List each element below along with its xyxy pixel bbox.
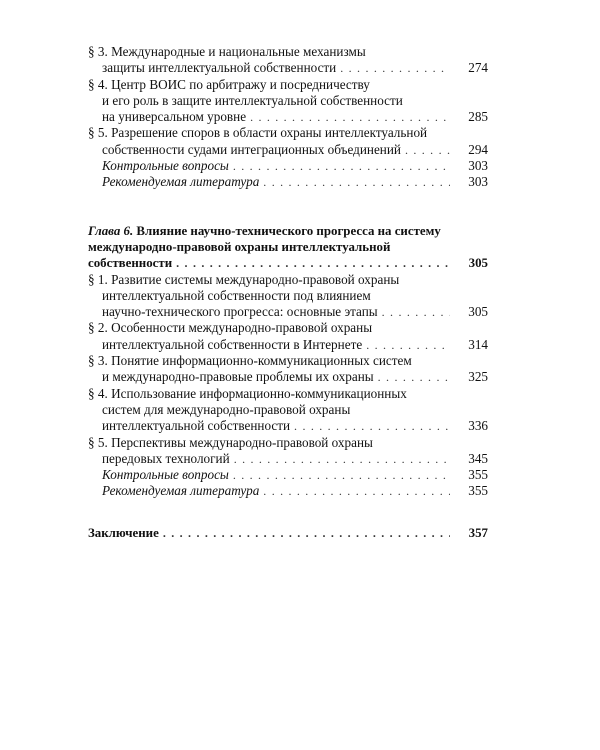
toc-entry bbox=[88, 353, 488, 386]
toc-aux-entry bbox=[88, 158, 488, 174]
leader-dots bbox=[233, 158, 450, 174]
entry-text-line: § 4. Использование информационно-коммуникационных bbox=[88, 385, 407, 401]
leader-dots bbox=[382, 304, 450, 320]
entry-text-line: § 2. Особенности международно-правовой охраны bbox=[88, 320, 373, 336]
entry-body bbox=[88, 483, 454, 499]
page-number: 303 bbox=[468, 174, 488, 190]
entry-last-line bbox=[88, 158, 454, 174]
toc-chapter-6-items bbox=[88, 272, 488, 500]
toc-entry bbox=[88, 320, 488, 353]
leader-dots bbox=[163, 525, 450, 541]
entry-body bbox=[88, 353, 454, 386]
entry-text: Рекомендуемая литература bbox=[102, 174, 260, 190]
chapter-title-line-2: международно-правовой охраны интеллектуальной bbox=[88, 239, 391, 254]
entry-last-line bbox=[88, 60, 454, 76]
leader-dots bbox=[250, 109, 450, 125]
leader-dots bbox=[378, 369, 450, 385]
entry-body bbox=[88, 435, 454, 468]
toc-entry bbox=[88, 125, 488, 158]
leader-dots bbox=[234, 451, 450, 467]
entry-last-line bbox=[88, 467, 454, 483]
entry-text-line: § 3. Международные и национальные механизмы bbox=[88, 44, 366, 59]
entry-text-line: § 5. Разрешение споров в области охраны интеллектуальной bbox=[88, 125, 428, 141]
entry-text: на универсальном уровне bbox=[102, 109, 247, 125]
leader-dots bbox=[263, 483, 450, 499]
page-number: 314 bbox=[468, 336, 488, 352]
leader-dots bbox=[340, 60, 450, 76]
entry-body bbox=[88, 44, 454, 77]
toc-entry bbox=[88, 77, 488, 126]
toc-entry bbox=[88, 435, 488, 468]
entry-last-line bbox=[88, 142, 454, 158]
page-number: 325 bbox=[468, 369, 488, 385]
page-number: 305 bbox=[468, 256, 488, 271]
spacer bbox=[88, 500, 488, 525]
entry-text: передовых технологий bbox=[102, 450, 230, 466]
entry-body bbox=[88, 386, 454, 435]
table-of-contents bbox=[88, 44, 488, 541]
entry-last-line bbox=[88, 369, 454, 385]
entry-last-line bbox=[88, 451, 454, 467]
toc-aux-entry bbox=[88, 483, 488, 499]
toc-entry bbox=[88, 44, 488, 77]
conclusion-label: Заключение bbox=[88, 525, 159, 540]
leader-dots bbox=[233, 467, 450, 483]
page-number: 355 bbox=[468, 467, 488, 483]
page-number: 285 bbox=[468, 109, 488, 125]
entry-last-line bbox=[88, 304, 454, 320]
entry-body bbox=[88, 320, 454, 353]
page-number: 303 bbox=[468, 158, 488, 174]
page-number: 274 bbox=[468, 60, 488, 76]
entry-body bbox=[88, 272, 454, 321]
entry-text-line: и его роль в защите интеллектуальной собственности bbox=[102, 92, 403, 108]
toc-conclusion bbox=[88, 525, 488, 541]
entry-text: интеллектуальной собственности в Интернете bbox=[102, 336, 363, 352]
entry-text: защиты интеллектуальной собственности bbox=[102, 60, 337, 76]
entry-text: Контрольные вопросы bbox=[102, 467, 229, 483]
leader-dots bbox=[294, 418, 450, 434]
page-number: 345 bbox=[468, 450, 488, 466]
toc-entry bbox=[88, 272, 488, 321]
page-number: 294 bbox=[468, 141, 488, 157]
page-number: 336 bbox=[468, 418, 488, 434]
leader-dots bbox=[366, 337, 450, 353]
leader-dots bbox=[176, 255, 450, 271]
toc-aux-entry bbox=[88, 467, 488, 483]
leader-dots bbox=[263, 174, 450, 190]
chapter-prefix: Глава 6. bbox=[88, 223, 134, 238]
entry-text-line: систем для международно-правовой охраны bbox=[102, 401, 351, 417]
entry-body bbox=[88, 174, 454, 190]
entry-last-line bbox=[88, 337, 454, 353]
entry-last-line bbox=[88, 109, 454, 125]
entry-last-line bbox=[88, 483, 454, 499]
entry-text: интеллектуальной собственности bbox=[102, 418, 291, 434]
entry-text-line: интеллектуальной собственности под влиянием bbox=[102, 287, 371, 303]
toc-section-chapter5-end bbox=[88, 44, 488, 191]
entry-body bbox=[88, 158, 454, 174]
leader-dots bbox=[405, 142, 450, 158]
toc-entry bbox=[88, 386, 488, 435]
chapter-title-last-line: собственности bbox=[88, 256, 173, 271]
entry-body bbox=[88, 467, 454, 483]
entry-text: Рекомендуемая литература bbox=[102, 483, 260, 499]
page-number: 357 bbox=[468, 525, 488, 540]
chapter-title-line-1: Влияние научно-технического прогресса на систему bbox=[136, 223, 441, 238]
entry-text-line: § 4. Центр ВОИС по арбитражу и посредничеству bbox=[88, 76, 370, 92]
entry-text-line: § 1. Развитие системы международно-правовой охраны bbox=[88, 271, 400, 287]
toc-chapter-6 bbox=[88, 223, 488, 272]
entry-text: и международно-правовые проблемы их охраны bbox=[102, 369, 374, 385]
entry-text: собственности судами интеграционных объединений bbox=[102, 141, 401, 157]
entry-body bbox=[88, 125, 454, 158]
entry-body bbox=[88, 77, 454, 126]
spacer bbox=[88, 191, 488, 223]
entry-text-line: § 3. Понятие информационно-коммуникационных систем bbox=[88, 353, 412, 369]
page-number: 355 bbox=[468, 483, 488, 499]
entry-text: Контрольные вопросы bbox=[102, 158, 229, 174]
entry-last-line bbox=[88, 174, 454, 190]
entry-text-line: § 5. Перспективы международно-правовой охраны bbox=[88, 434, 373, 450]
page-number: 305 bbox=[468, 304, 488, 320]
toc-aux-entry bbox=[88, 174, 488, 190]
entry-last-line bbox=[88, 418, 454, 434]
entry-text: научно-технического прогресса: основные этапы bbox=[102, 304, 378, 320]
